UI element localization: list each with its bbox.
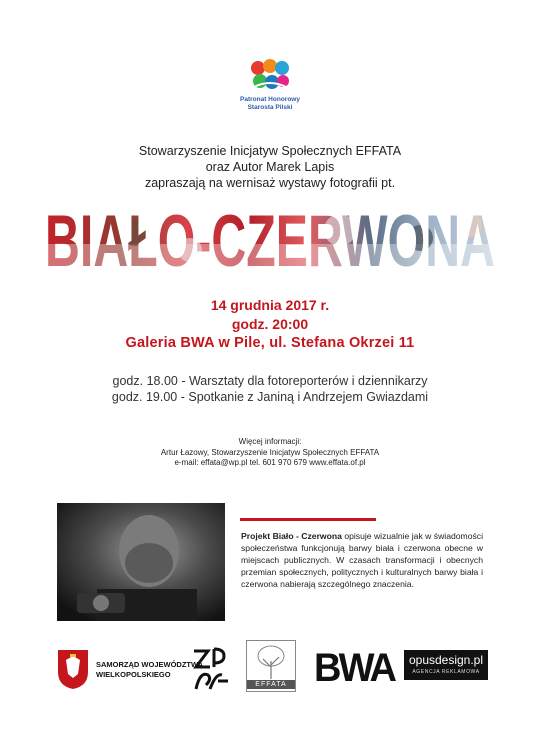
schedule [0, 373, 540, 405]
opusdesign-logo [404, 650, 488, 680]
intro-line-3: zapraszają na wernisaż wystawy fotografii pt. [144, 176, 396, 190]
patron-text [0, 96, 540, 112]
intro-line-1: Stowarzyszenie Inicjatyw Społecznych EFFATA [138, 144, 402, 158]
opus-sub: AGENCJA REKLAMOWA [412, 669, 480, 675]
samorzad-crest-icon [56, 648, 90, 690]
contact-line-1: Artur Łazowy, Stowarzyszenie Inicjatyw Społecznych EFFATA [160, 447, 380, 457]
schedule-item: godz. 19.00 - Spotkanie z Janiną i Andrzejem Gwiazdami [111, 390, 429, 404]
bwa-logo [314, 646, 395, 690]
description-lead: Projekt Biało - Czerwona [241, 531, 342, 541]
contact-heading: Więcej informacji: [238, 437, 302, 446]
intro-text [0, 143, 540, 191]
opus-main: opusdesign.pl [408, 653, 484, 667]
event-time: godz. 20:00 [231, 316, 309, 332]
samorzad-line-1: SAMORZĄD WOJEWÓDZTWA [96, 660, 204, 669]
patron-logo-icon [246, 58, 294, 94]
contact-info [0, 437, 540, 469]
effata-label: EFFATA [247, 680, 295, 689]
tree-icon [247, 643, 295, 681]
effata-logo [246, 640, 296, 692]
event-date: 14 grudnia 2017 r. [210, 297, 330, 313]
patron-line-2: Starosta Pilski [247, 104, 293, 111]
patron-line-1: Patronat Honorowy [240, 96, 300, 103]
exhibition-title-text: BIAŁO-CZERWONA [45, 201, 495, 278]
description-text: opisuje wizualnie jak w świadomości społeczeństwa funkcjonują barwy biała i czerwona obecne w miejscach publicznych. W czasach transformacji i obecnych przemian społecznych, politycznych i kulturalnych barwy biała i czerwona nabierają szczególnego znaczenia. [241, 531, 483, 589]
zpaf-logo-icon [190, 645, 234, 693]
samorzad-logo [56, 648, 204, 690]
project-description [241, 530, 483, 590]
event-place: Galeria BWA w Pile, ul. Stefana Okrzei 11 [125, 335, 415, 351]
intro-line-2: oraz Autor Marek Lapis [205, 160, 335, 174]
exhibition-title [40, 200, 500, 278]
divider-red [240, 518, 376, 521]
author-portrait [57, 503, 225, 621]
schedule-item: godz. 18.00 - Warsztaty dla fotoreporterów i dziennikarzy [112, 374, 428, 388]
bwa-label: BWA [314, 646, 395, 690]
samorzad-line-2: WIELKOPOLSKIEGO [96, 670, 171, 679]
contact-line-2: e-mail: effata@wp.pl tel. 601 970 679 www.effata.of.pl [174, 458, 366, 467]
